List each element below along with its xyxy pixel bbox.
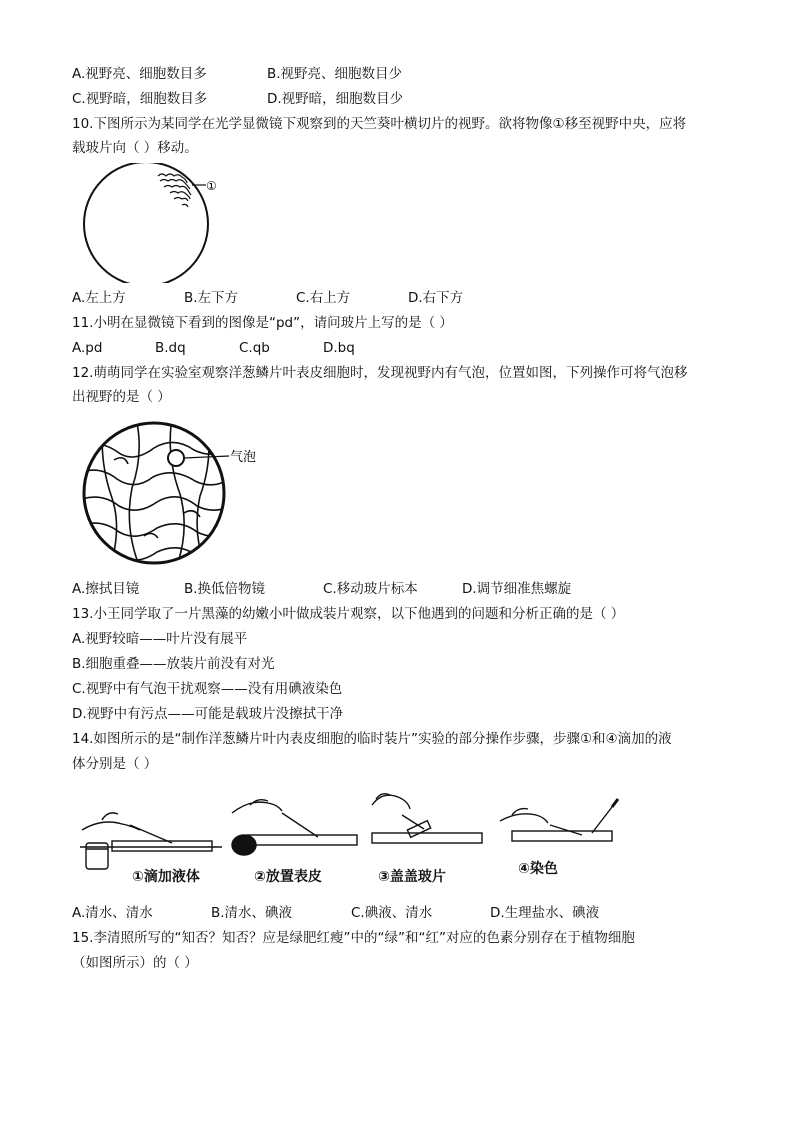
cell-cluster: [158, 174, 191, 207]
q12-stem-line2: 出视野的是（ ）: [72, 389, 171, 405]
q14-procedure-figure: [72, 785, 632, 895]
q12-option-d: D.调节细准焦螺旋: [462, 581, 572, 597]
q14-stem-line1: 14.如图所示的是“制作洋葱鳞片叶内表皮细胞的临时装片”实验的部分操作步骤，步骤①和④滴加的液: [72, 731, 672, 747]
q10-option-d: D.右下方: [408, 290, 464, 306]
q13-option-a: A.视野较暗——叶片没有展平: [72, 631, 248, 647]
field-of-view-circle: [84, 163, 208, 283]
q10-label-1: ①: [206, 179, 217, 193]
q9-option-c: C.视野暗，细胞数目多: [72, 91, 208, 107]
q11-stem: 11.小明在显微镜下看到的图像是“pd”，请问玻片上写的是（ ）: [72, 315, 453, 331]
q14-option-d: D.生理盐水、碘液: [490, 905, 600, 921]
step4-label: ④染色: [518, 861, 558, 877]
q14-stem-line2: 体分别是（ ）: [72, 756, 158, 772]
field-of-view-circle: [84, 423, 224, 563]
q10-stem-line1: 10.下图所示为某同学在光学显微镜下观察到的天竺葵叶横切片的视野。欲将物像①移至视野中央，应将: [72, 116, 687, 132]
q9-option-d: D.视野暗，细胞数目少: [267, 91, 404, 107]
q15-stem-line2: （如图所示）的（ ）: [72, 955, 198, 971]
q11-option-a: A.pd: [72, 340, 103, 356]
q10-option-c: C.右上方: [296, 290, 351, 306]
step3-label: ③盖盖玻片: [378, 869, 446, 885]
q12-option-a: A.擦拭目镜: [72, 581, 140, 597]
cell-walls: [79, 418, 237, 568]
q9-option-a: A.视野亮、细胞数目多: [72, 66, 207, 82]
q12-stem-line1: 12.萌萌同学在实验室观察洋葱鳞片叶表皮细胞时，发现视野内有气泡，位置如图，下列操作可将气泡移: [72, 365, 688, 381]
q13-stem: 13.小王同学取了一片黑藻的幼嫩小叶做成装片观察，以下他遇到的问题和分析正确的是（ ）: [72, 606, 625, 622]
q14-option-c: C.碘液、清水: [351, 905, 433, 921]
step4-drawing: [500, 799, 618, 841]
q13-option-b: B.细胞重叠——放装片前没有对光: [72, 656, 275, 672]
q13-option-c: C.视野中有气泡干扰观察——没有用碘液染色: [72, 681, 343, 697]
q13-option-d: D.视野中有污点——可能是载玻片没擦拭干净: [72, 706, 344, 722]
q10-stem-line2: 载玻片向（ ）移动。: [72, 140, 198, 156]
q12-onion-cells-figure: [74, 418, 284, 568]
q11-option-c: C.qb: [239, 340, 270, 356]
q14-option-b: B.清水、碘液: [211, 905, 293, 921]
q15-stem-line1: 15.李清照所写的“知否？知否？应是绿肥红瘦”中的“绿”和“红”对应的色素分别存在于植物细胞: [72, 930, 635, 946]
step2-drawing: [232, 800, 357, 855]
q12-option-c: C.移动玻片标本: [323, 581, 418, 597]
q14-option-a: A.清水、清水: [72, 905, 153, 921]
step2-label: ②放置表皮: [254, 869, 322, 885]
step1-label: ①滴加液体: [132, 869, 200, 885]
step3-drawing: [372, 794, 482, 843]
q10-option-b: B.左下方: [184, 290, 239, 306]
step1-drawing: [80, 813, 222, 869]
q11-option-b: B.dq: [155, 340, 186, 356]
q12-option-b: B.换低倍物镜: [184, 581, 266, 597]
q12-label-bubble: 气泡: [230, 450, 257, 465]
q10-option-a: A.左上方: [72, 290, 126, 306]
q9-option-b: B.视野亮、细胞数目少: [267, 66, 403, 82]
air-bubble: [168, 450, 184, 466]
q10-microscope-field-figure: [74, 163, 254, 283]
q11-option-d: D.bq: [323, 340, 355, 356]
